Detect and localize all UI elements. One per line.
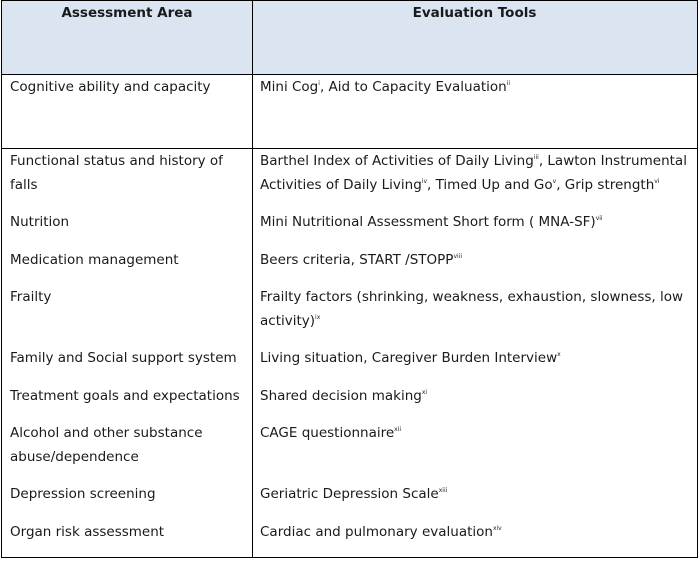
table-header-row (2, 1, 697, 75)
footnote-marker: viii (453, 253, 462, 260)
row-4-area: Medication management (10, 252, 179, 268)
row-6-tools (260, 346, 692, 370)
row-9-tools (260, 482, 692, 506)
footnote-marker: x (557, 351, 561, 358)
row-7-tools (260, 384, 692, 408)
tool-text: Cardiac and pulmonary evaluation (260, 524, 493, 540)
footnote-marker: vii (595, 215, 603, 222)
row-8-area: Alcohol and other substance abuse/dependence (10, 425, 203, 465)
assessment-table (1, 0, 698, 558)
footnote-marker: xiv (492, 525, 502, 532)
footnote-marker: xiii (438, 487, 448, 494)
tool-text: Mini Cog (260, 79, 319, 95)
row-5-area: Frailty (10, 289, 52, 305)
row-4-tools (260, 248, 692, 272)
tool-text: , Lawton Instrumental Activities of Daily Living (260, 153, 687, 193)
tool-text: , Grip strength (556, 177, 655, 193)
footnote-marker: v (552, 178, 557, 185)
row-5-tools (260, 285, 692, 333)
header-assessment-area: Assessment Area (61, 5, 193, 21)
row-2-tools (260, 149, 692, 197)
row-1-area: Cognitive ability and capacity (10, 79, 211, 95)
footnote-marker: ix (315, 314, 321, 321)
footnote-marker: vi (654, 178, 660, 185)
tool-text: Shared decision making (260, 388, 422, 404)
tool-text: Living situation, Caregiver Burden Interview (260, 350, 558, 366)
row-2-area: Functional status and history of falls (10, 153, 223, 193)
tool-text: CAGE questionnaire (260, 425, 395, 441)
tool-text: Beers criteria, START /STOPP (260, 252, 454, 268)
row-3-area: Nutrition (10, 214, 70, 230)
row-10-area: Organ risk assessment (10, 524, 165, 540)
footnote-marker: xii (394, 426, 402, 433)
row-7-area: Treatment goals and expectations (10, 388, 240, 404)
tool-text: Frailty factors (shrinking, weakness, exhaustion, slowness, low activity) (260, 289, 684, 329)
footnote-marker: xi (421, 389, 428, 396)
tool-text: Barthel Index of Activities of Daily Living (260, 153, 534, 169)
tool-text: , Timed Up and Go (427, 177, 553, 193)
row-8-tools (260, 421, 692, 445)
tool-text: Geriatric Depression Scale (260, 486, 439, 502)
row-3-tools (260, 210, 692, 234)
column-divider (252, 1, 253, 557)
header-evaluation-tools: Evaluation Tools (412, 5, 537, 21)
row-6-area: Family and Social support system (10, 350, 237, 366)
row-1-tools (260, 75, 692, 99)
row-9-area: Depression screening (10, 486, 156, 502)
row-10-tools (260, 520, 692, 544)
tool-text: , Aid to Capacity Evaluation (319, 79, 507, 95)
footnote-marker: i (318, 80, 320, 87)
tool-text: Mini Nutritional Assessment Short form ( MNA-SF) (260, 214, 596, 230)
footnote-marker: ii (506, 80, 511, 87)
footnote-marker: iii (533, 154, 539, 161)
footnote-marker: iv (421, 178, 427, 185)
